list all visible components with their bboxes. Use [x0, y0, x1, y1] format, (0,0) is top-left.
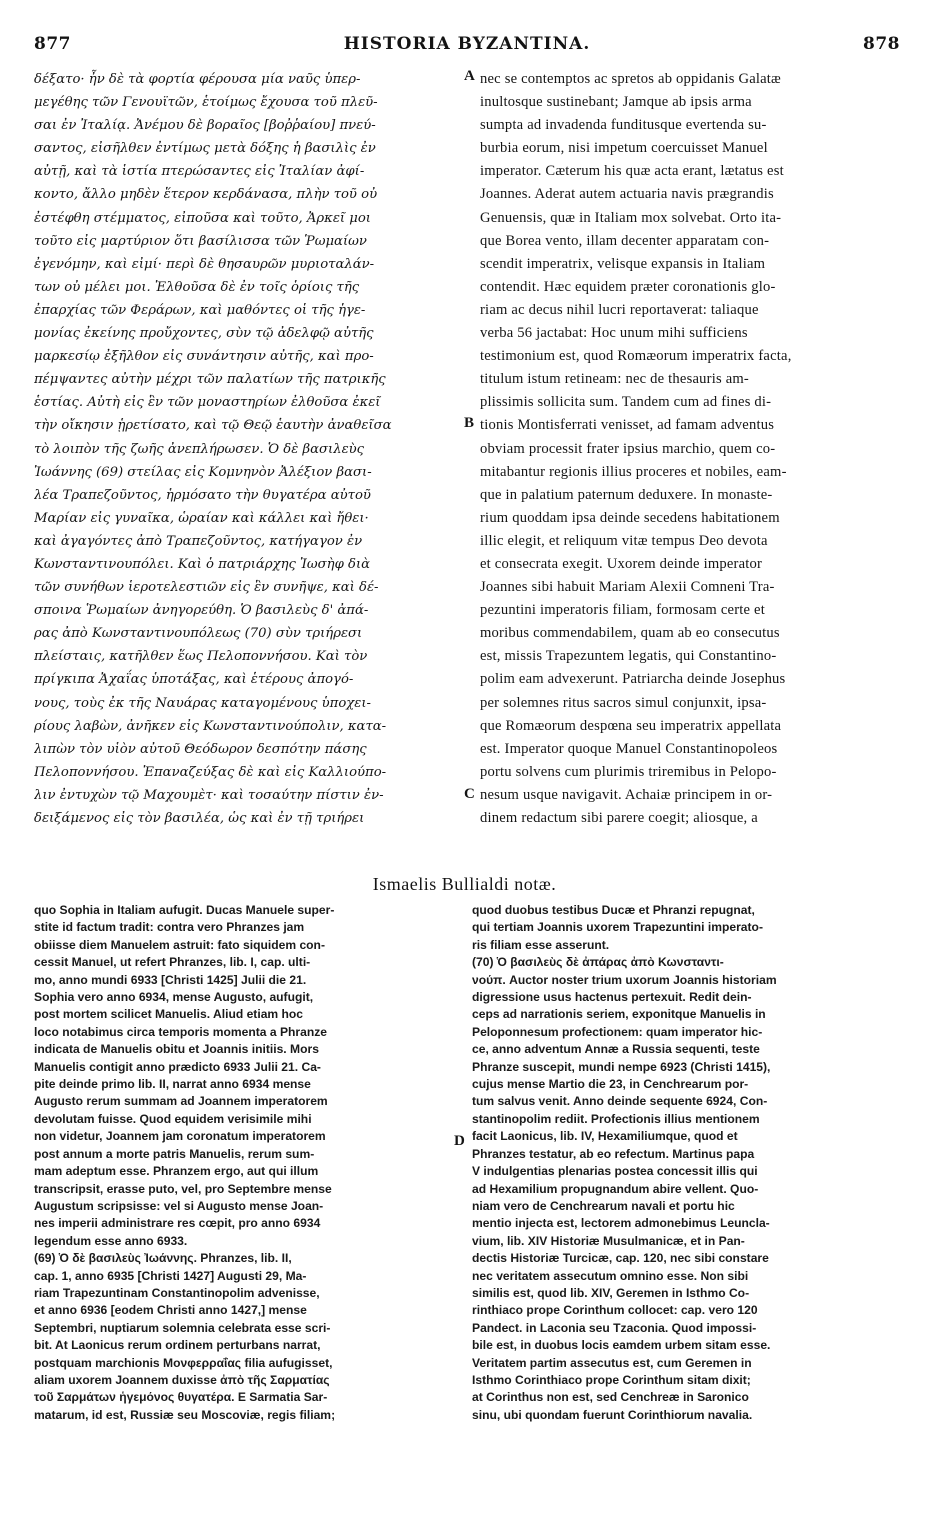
- note-line: Manuelis contigit anno prædicto 6933 Julii 21. Ca-: [34, 1059, 321, 1074]
- latin-text-line: mitabantur regionis illius proceres et nobiles, eam-: [480, 463, 787, 480]
- latin-text-line: pezuntini imperatoris filiam, formosam certe et: [480, 602, 765, 619]
- latin-text-line: testimonium est, quod Romæorum imperatrix facta,: [480, 348, 792, 365]
- latin-text-line: contendit. Hæc equidem præter coronationis glo-: [480, 278, 776, 295]
- running-header: [34, 34, 900, 60]
- note-line: bit. At Laonicus rerum ordinem perturbans narrat,: [34, 1338, 321, 1353]
- note-line: matarum, id est, Russiæ seu Moscoviæ, regis filiam;: [34, 1407, 336, 1422]
- notes-heading: Ismaelis Bullialdi notæ.: [372, 874, 557, 894]
- latin-text-line: nec se contemptos ac spretos ab oppidanis Galatæ: [480, 71, 781, 87]
- latin-text-line: que in palatium paternum deduxere. In monaste-: [480, 486, 773, 503]
- note-line: bile est, in duobus locis eamdem urbem sitam esse.: [472, 1338, 771, 1353]
- greek-text-line: τὴν οἴκησιν ᾑρετίσατο, καὶ τῷ Θεῷ ἑαυτὴν ἀναθεῖσα: [34, 418, 392, 434]
- margin-letter-b: B: [464, 415, 475, 431]
- note-line: devolutam fuisse. Quod equidem verisimile mihi: [34, 1111, 312, 1126]
- greek-text-line: Κωνσταντινουπόλει. Καὶ ὁ πατριάρχης Ἰωσὴφ διὰ: [34, 556, 371, 572]
- greek-text-line: μαρκεσίῳ ἐξῆλθον εἰς συνάντησιν αὐτῆς, καὶ προ-: [34, 349, 374, 365]
- note-line: Pandect. in Laconia seu Tzaconia. Quod impossi-: [472, 1320, 757, 1335]
- note-line: legendum esse anno 6933.: [34, 1233, 188, 1248]
- latin-text-line: obviam processit frater ipsius marchio, quem co-: [480, 440, 776, 457]
- note-line: cessit Manuel, ut refert Phranzes, lib. I, cap. ulti-: [34, 955, 311, 970]
- latin-text-line: Genuensis, quæ in Italiam mox solvebat. Orto ita-: [480, 209, 782, 226]
- latin-text-line: verba 56 jactabat: Hoc unum mihi sufficiens: [480, 325, 748, 342]
- latin-text-line: sumpta ad invadenda funditusque evertenda su-: [480, 117, 767, 134]
- note-line: ris filiam esse asserunt.: [472, 937, 610, 952]
- note-line: transcripsit, erasse puto, vel, pro Septembre mense: [34, 1181, 332, 1196]
- greek-text-line: πλείσταις, κατῆλθεν ἕως Πελοποννήσου. Καὶ τὸν: [34, 649, 368, 665]
- note-line: τοῦ Σαρμάτων ἡγεμόνος θυγατέρα. E Sarmatia Sar-: [34, 1390, 328, 1405]
- note-line: sinu, ubi quondam fuerunt Corinthiorum navalia.: [472, 1407, 753, 1422]
- note-line: nec veritatem assecutum omnino esse. Non sibi: [472, 1268, 749, 1283]
- note-line: stantinopolim rediit. Profectionis illius mentionem: [472, 1111, 760, 1126]
- note-line: mo, anno mundi 6933 [Christi 1425] Julii die 21.: [34, 972, 307, 987]
- notes-left-column: [34, 902, 448, 1424]
- note-line: vium, lib. XIV Historiæ Musulmanicæ, et in Pan-: [472, 1233, 745, 1248]
- note-line: rinthiaco prope Corinthum collocet: cap. vero 120: [472, 1303, 758, 1318]
- note-line: niam vero de Cenchrearum navali et portu hic: [472, 1198, 735, 1213]
- greek-text-line: σαι ἐν Ἰταλίᾳ. Ἀνέμου δὲ βοραῖος [βοῤῥαίου] πνεύ-: [34, 118, 376, 134]
- greek-text-line: λιν ἐντυχὼν τῷ Μαχουμὲτ· καὶ τοσαύτην πίστιν ἐν-: [34, 787, 384, 803]
- greek-text-line: δειξάμενος εἰς τὸν βασιλέα, ὡς καὶ ἐν τῇ τριήρει: [34, 811, 365, 826]
- latin-text-line: tionis Montisferrati venisset, ad famam adventus: [480, 417, 775, 434]
- latin-text-line: que Borea vento, illam decenter apparatam con-: [480, 232, 770, 249]
- note-line: obiisse diem Manuelem astruit: fato siquidem con-: [34, 937, 325, 952]
- note-line: tum salvus venit. Anno deinde sequente 6924, Con-: [472, 1094, 768, 1109]
- note-line: aliam uxorem Joannem duxisse ἀπὸ τῆς Σαρματίας: [34, 1372, 330, 1387]
- note-line: (70) Ὁ βασιλεὺς δὲ ἀπάρας ἀπὸ Κωνσταντι-: [472, 955, 724, 970]
- note-line: quod duobus testibus Ducæ et Phranzi repugnat,: [472, 903, 755, 917]
- latin-translation-column: [480, 68, 900, 830]
- note-line: νούπ. Auctor noster trium uxorum Joannis historiam: [472, 972, 777, 987]
- note-line: stite id factum tradit: contra vero Phranzes jam: [34, 920, 305, 935]
- latin-text-line: Joannes sibi habuit Mariam Alexii Comneni Tra-: [480, 579, 775, 596]
- note-line: ce, anno adventum Annæ a Russia sequenti, teste: [472, 1042, 760, 1057]
- latin-text-line: moribus commendabilem, quam ab eo consecutus: [480, 625, 780, 642]
- note-line: post mortem scilicet Manuelis. Aliud etiam hoc: [34, 1007, 304, 1022]
- note-line: Phranze suscepit, mundi nempe 6923 (Christi 1415),: [472, 1059, 771, 1074]
- latin-text-line: nesum usque navigavit. Achaiæ principem in or-: [480, 786, 773, 803]
- note-line: cujus mense Martio die 23, in Cenchrearum por-: [472, 1077, 749, 1092]
- greek-text-line: Ἰωάννης (69) στείλας εἰς Κομνηνὸν Ἀλέξιον βασι-: [34, 464, 372, 480]
- latin-text-line: imperator. Cæterum his quæ acta erant, lætatus est: [480, 163, 784, 180]
- greek-text-line: λέα Τραπεζοῦντος, ἡρμόσατο τὴν θυγατέρα αὐτοῦ: [34, 487, 371, 503]
- greek-text-line: αὐτῇ, καὶ τὰ ἱστία πτερώσαντες εἰς Ἰταλίαν ἀφί-: [34, 164, 365, 180]
- greek-text-line: πέμψαντες αὐτὴν μέχρι τῶν παλατίων τῆς πατρικῆς: [34, 372, 386, 388]
- greek-text-line: σποινα Ῥωμαίων ἀνηγορεύθη. Ὁ βασιλεὺς δ' ἀπά-: [34, 603, 369, 619]
- margin-letter-c: C: [464, 786, 475, 802]
- greek-text-line: ἐπαρχίας τῶν Φεράρων, καὶ μαθόντες οἱ τῆς ἡγε-: [34, 302, 366, 318]
- note-line: Isthmo Corinthiaco prope Corinthum sitam dixit;: [472, 1372, 751, 1387]
- greek-text-line: πρίγκιπα Ἀχαΐας ὑποτάξας, καὶ ἑτέρους ἀπογό-: [34, 672, 354, 688]
- margin-letter-d: D: [454, 1133, 465, 1149]
- greek-text-line: τῶν συνήθων ἱεροτελεστιῶν εἰς ἓν συνῆψε, καὶ δέ-: [34, 580, 379, 596]
- greek-text-column: [34, 68, 462, 830]
- latin-text-line: polim eam advexerunt. Patriarcha deinde Josephus: [480, 671, 786, 688]
- note-line: loco notabimus circa temporis momenta a Phranze: [34, 1024, 328, 1039]
- note-line: mam adeptum esse. Phranzem ergo, aut qui illum: [34, 1164, 319, 1179]
- note-line: et anno 6936 [eodem Christi anno 1427,] mense: [34, 1303, 307, 1318]
- note-line: at Corinthus non est, sed Cenchreæ in Saronico: [472, 1390, 749, 1405]
- latin-text-line: inultosque sustinebant; Jamque ab ipsis arma: [480, 94, 752, 111]
- greek-text-line: ρίους λαβὼν, ἀνῆκεν εἰς Κωνσταντινούπολιν, κατα-: [34, 718, 387, 734]
- latin-text-line: plissimis sollicita sum. Tandem cum ad fines di-: [480, 394, 772, 411]
- notes-right-column: [472, 902, 900, 1424]
- latin-text-line: que Romæorum despœna seu imperatrix appellata: [480, 717, 782, 734]
- latin-text-line: per solemnes ritus sacros simul conjunxit, ipsa-: [480, 694, 767, 711]
- note-line: Sophia vero anno 6934, mense Augusto, aufugit,: [34, 990, 314, 1005]
- note-line: postquam marchionis Μονφερραΐας filia aufugisset,: [34, 1355, 333, 1370]
- greek-text-line: μεγέθης τῶν Γενουϊτῶν, ἑτοίμως ἔχουσα τοῦ πλεῦ-: [34, 95, 378, 111]
- note-line: (69) Ὁ δὲ βασιλεὺς Ἰωάννης. Phranzes, lib. II,: [34, 1251, 292, 1266]
- greek-text-line: των οὐ μέλει μοι. Ἐλθοῦσα δὲ ἐν τοῖς ὁρίοις τῆς: [34, 279, 360, 295]
- latin-text-line: titulum istum retineam: nec de thesauris am-: [480, 371, 749, 388]
- page-number-right: 878: [863, 34, 900, 54]
- latin-text-line: portu solvens cum plurimis triremibus in Pelopo-: [480, 763, 777, 780]
- greek-text-line: ἑστίας. Αὐτὴ εἰς ἓν τῶν μοναστηρίων ἐλθοῦσα ἐκεῖ: [34, 395, 381, 411]
- note-line: non videtur, Joannem jam coronatum imperatorem: [34, 1129, 326, 1144]
- note-line: Phranzes testatur, ab eo refectum. Martinus papa: [472, 1146, 755, 1161]
- greek-text-line: νους, τοὺς ἐκ τῆς Ναυάρας καταγομένους ὑποχει-: [34, 695, 371, 711]
- note-line: pite deinde primo lib. II, narrat anno 6934 mense: [34, 1077, 311, 1092]
- greek-text-line: δέξατο· ἦν δὲ τὰ φορτία φέρουσα μία ναῦς ὑπερ-: [34, 72, 361, 87]
- greek-text-line: σαντος, εἰσῆλθεν ἐντίμως μετὰ δόξης ἡ βασιλὶς ἐν: [34, 141, 376, 157]
- page-number-left: 877: [34, 34, 71, 54]
- latin-text-line: dinem redactum sibi parere coegit; aliosque, a: [480, 810, 758, 826]
- note-line: ceps ad narrationis seriem, exponitque Manuelis in: [472, 1007, 766, 1022]
- greek-text-line: Πελοποννήσου. Ἐπαναζεύξας δὲ καὶ εἰς Καλλιούπο-: [34, 764, 387, 780]
- note-line: nes imperii administrare res cœpit, pro anno 6934: [34, 1216, 321, 1231]
- latin-text-line: illic elegit, et reliquum vitæ tempus Deo devota: [480, 532, 768, 549]
- note-line: cap. 1, anno 6935 [Christi 1427] Augusti 29, Ma-: [34, 1268, 307, 1283]
- note-line: Augusto rerum summam ad Joannem imperatorem: [34, 1094, 328, 1109]
- latin-text-line: riam ac decus nihil lucri reportaverat: taliaque: [480, 301, 759, 318]
- greek-text-line: κοντο, ἄλλο μηδὲν ἕτερον κερδάνασα, πλὴν τοῦ οὐ: [34, 187, 378, 203]
- greek-text-line: ρας ἀπὸ Κωνσταντινουπόλεως (70) σὺν τριήρεσι: [34, 626, 363, 642]
- note-line: qui tertiam Joannis uxorem Trapezuntini imperato-: [472, 920, 763, 935]
- greek-text-line: λιπὼν τὸν υἱὸν αὐτοῦ Θεόδωρον δεσπότην πάσης: [34, 741, 367, 757]
- greek-text-line: μονίας ἐκείνης προὔχοντες, σὺν τῷ ἀδελφῷ αὐτῆς: [34, 326, 374, 342]
- greek-text-line: καὶ ἀγαγόντες ἀπὸ Τραπεζοῦντος, κατήγαγον ἐν: [34, 533, 363, 549]
- note-line: dectis Historiæ Turcicæ, cap. 120, nec sibi constare: [472, 1251, 769, 1266]
- note-line: Veritatem partim assecutus est, cum Geremen in: [472, 1355, 752, 1370]
- latin-text-line: burbia eorum, nisi impetum coercuisset Manuel: [480, 140, 768, 157]
- note-line: V indulgentias plenarias postea concessit illis qui: [472, 1164, 758, 1179]
- latin-text-line: rium quoddam ipsa deinde secedens habitationem: [480, 509, 780, 526]
- note-line: riam Trapezuntinam Constantinopolim advenisse,: [34, 1285, 320, 1300]
- latin-text-line: est. Imperator quoque Manuel Constantinopoleos: [480, 740, 778, 757]
- greek-text-line: Μαρίαν εἰς γυναῖκα, ὡραίαν καὶ κάλλει καὶ ἤθει·: [34, 510, 369, 526]
- latin-text-line: est, missis Trapezuntem legatis, qui Constantino-: [480, 648, 777, 665]
- note-line: Septembri, nuptiarum solemnia celebrata esse scri-: [34, 1320, 331, 1335]
- latin-text-line: scendit imperatrix, velisque expansis in Italiam: [480, 255, 766, 272]
- margin-letter-a: A: [464, 68, 475, 84]
- running-title: HISTORIA BYZANTINA.: [343, 34, 591, 54]
- note-line: digressione usus hactenus pertexuit. Redit dein-: [472, 990, 752, 1005]
- note-line: mentio injecta est, lectorem admonebimus Leuncla-: [472, 1216, 770, 1231]
- note-line: indicata de Manuelis obitu et Joannis initiis. Mors: [34, 1042, 319, 1057]
- note-line: Augustum scripsisse: vel si Augusto mense Joan-: [34, 1198, 324, 1213]
- greek-text-line: ἐγενόμην, καὶ εἰμί· περὶ δὲ θησαυρῶν μυριοταλάν-: [34, 256, 375, 272]
- note-line: facit Laonicus, lib. IV, Hexamiliumque, quod et: [472, 1129, 738, 1144]
- latin-text-line: et consecrata exegit. Uxorem deinde imperator: [480, 555, 763, 572]
- latin-text-line: Joannes. Aderat autem actuaria navis prægrandis: [480, 186, 774, 203]
- greek-text-line: τοῦτο εἰς μαρτύριον ὅτι βασίλισσα τῶν Ῥωμαίων: [34, 233, 367, 249]
- note-line: post annum a morte patris Manuelis, rerum sum-: [34, 1146, 315, 1161]
- note-line: similis est, quod lib. XIV, Geremen in Isthmo Co-: [472, 1285, 750, 1300]
- greek-text-line: ἐστέφθη στέμματος, εἰποῦσα καὶ τοῦτο, Ἀρκεῖ μοι: [34, 210, 371, 226]
- note-line: Peloponnesum profectionem: quam imperator hic-: [472, 1024, 763, 1039]
- note-line: quo Sophia in Italiam aufugit. Ducas Manuele super-: [34, 903, 335, 917]
- note-line: ad Hexamilium propugnandum abire vellent. Quo-: [472, 1181, 759, 1196]
- greek-text-line: τὸ λοιπὸν τῆς ζωῆς ἀνεπλήρωσεν. Ὁ δὲ βασιλεὺς: [34, 441, 365, 457]
